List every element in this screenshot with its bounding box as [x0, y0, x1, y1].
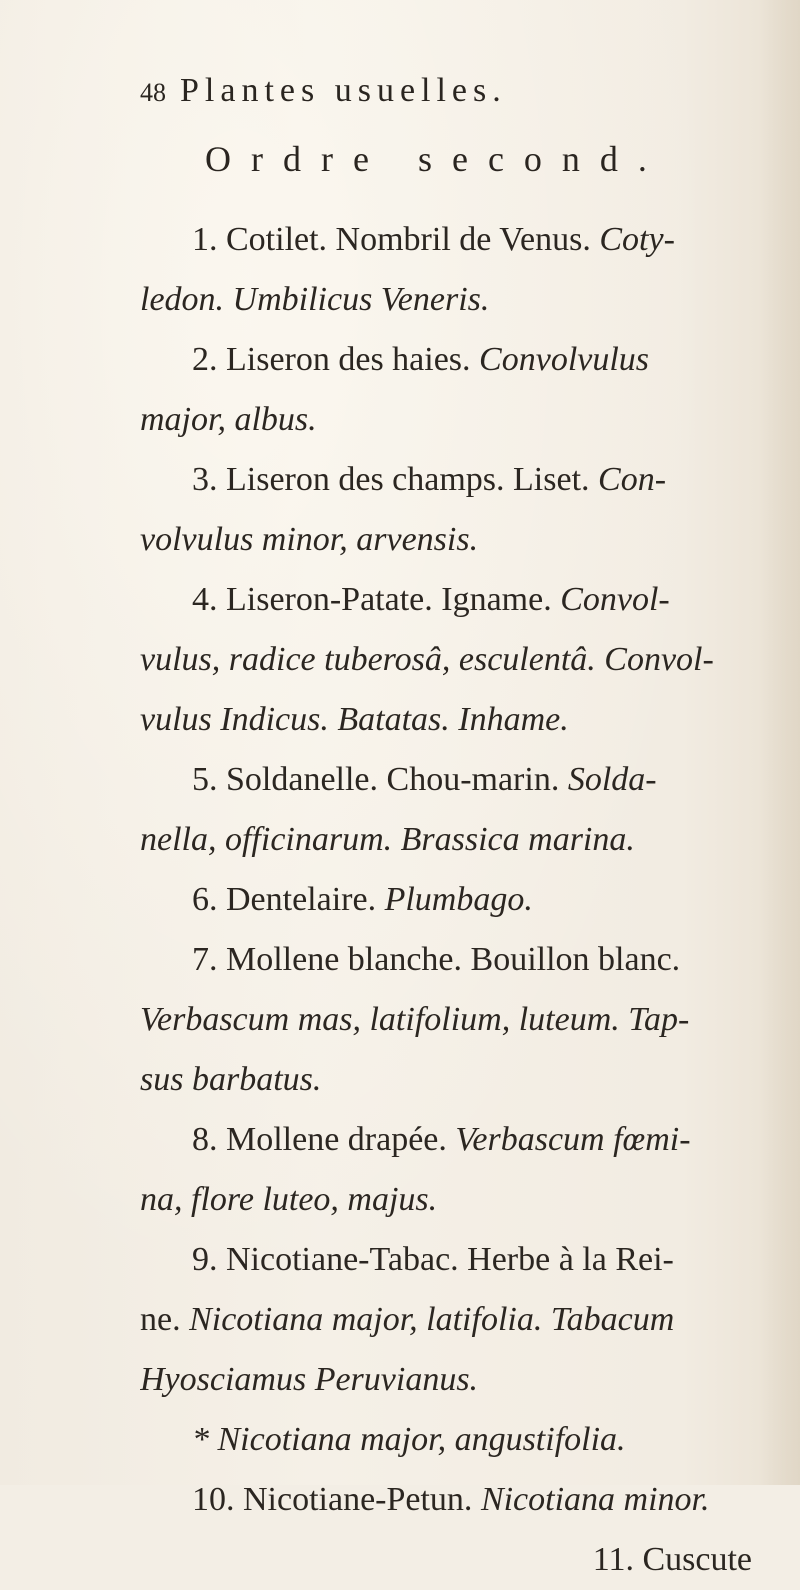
text-line	[140, 930, 770, 990]
line-italic: Solda-	[567, 761, 657, 798]
line-italic: major, albus.	[140, 401, 317, 438]
text-line	[140, 1050, 770, 1110]
running-head	[140, 72, 760, 122]
text-line	[140, 1290, 770, 1350]
line-roman: 2. Liseron des haies.	[192, 341, 480, 378]
line-italic: Nicotiana major, latifolia. Tabacum	[189, 1301, 675, 1338]
line-italic: Verbascum mas, latifolium, luteum. Tap-	[140, 1001, 690, 1038]
text-line	[140, 690, 770, 750]
text-line	[140, 870, 770, 930]
line-italic: vulus, radice tuberosâ, esculentâ. Convol-	[140, 641, 714, 678]
page-number: 48	[140, 78, 166, 107]
text-line	[140, 270, 770, 330]
line-italic: sus barbatus.	[140, 1061, 322, 1098]
text-line	[140, 990, 770, 1050]
running-title: Plantes usuelles.	[180, 72, 507, 109]
line-italic: nella, officinarum. Brassica marina.	[140, 821, 635, 858]
line-italic: Nicotiana minor.	[480, 1481, 710, 1518]
catchword-line	[140, 1530, 770, 1590]
line-italic: Convolvulus	[479, 341, 650, 378]
line-italic: na, flore luteo, majus.	[140, 1181, 438, 1218]
line-italic: Verbascum fœmi-	[455, 1121, 691, 1158]
text-line	[140, 1110, 770, 1170]
line-italic: Hyosciamus Peruvianus.	[140, 1361, 479, 1398]
text-line	[140, 750, 770, 810]
entry-list	[140, 210, 770, 1590]
line-roman: 5. Soldanelle. Chou-marin.	[192, 761, 568, 798]
text-line	[140, 330, 770, 390]
text-line	[140, 1170, 770, 1230]
line-roman: 6. Dentelaire.	[192, 881, 385, 918]
line-italic: Coty-	[599, 221, 675, 258]
line-italic: Con-	[598, 461, 667, 498]
section-title: Ordre second.	[205, 139, 667, 179]
text-line	[140, 450, 770, 510]
line-roman: 4. Liseron-Patate. Igname.	[192, 581, 561, 618]
text-line	[140, 810, 770, 870]
text-line	[140, 210, 770, 270]
line-roman: 7. Mollene blanche. Bouillon blanc.	[192, 941, 681, 978]
line-roman: 1. Cotilet. Nombril de Venus.	[192, 221, 600, 258]
line-roman: ne.	[140, 1301, 190, 1338]
text-line	[140, 1350, 770, 1410]
line-roman: 11. Cuscute	[592, 1541, 752, 1578]
line-roman: 10. Nicotiane-Petun.	[192, 1481, 481, 1518]
text-line	[140, 390, 770, 450]
line-roman: 3. Liseron des champs. Liset.	[192, 461, 599, 498]
text-line	[140, 630, 770, 690]
line-italic: ledon. Umbilicus Veneris.	[140, 281, 490, 318]
line-italic: * Nicotiana major, angustifolia.	[192, 1421, 626, 1458]
line-roman: 9. Nicotiane-Tabac. Herbe à la Rei-	[192, 1241, 674, 1278]
text-line	[140, 510, 770, 570]
line-italic: vulus Indicus. Batatas. Inhame.	[140, 701, 569, 738]
text-line	[140, 1470, 770, 1530]
line-italic: Convol-	[560, 581, 670, 618]
text-line	[140, 1410, 770, 1470]
line-roman: 8. Mollene drapée.	[192, 1121, 456, 1158]
line-italic: volvulus minor, arvensis.	[140, 521, 479, 558]
text-line	[140, 1230, 770, 1290]
text-line	[140, 570, 770, 630]
line-italic: Plumbago.	[384, 881, 533, 918]
